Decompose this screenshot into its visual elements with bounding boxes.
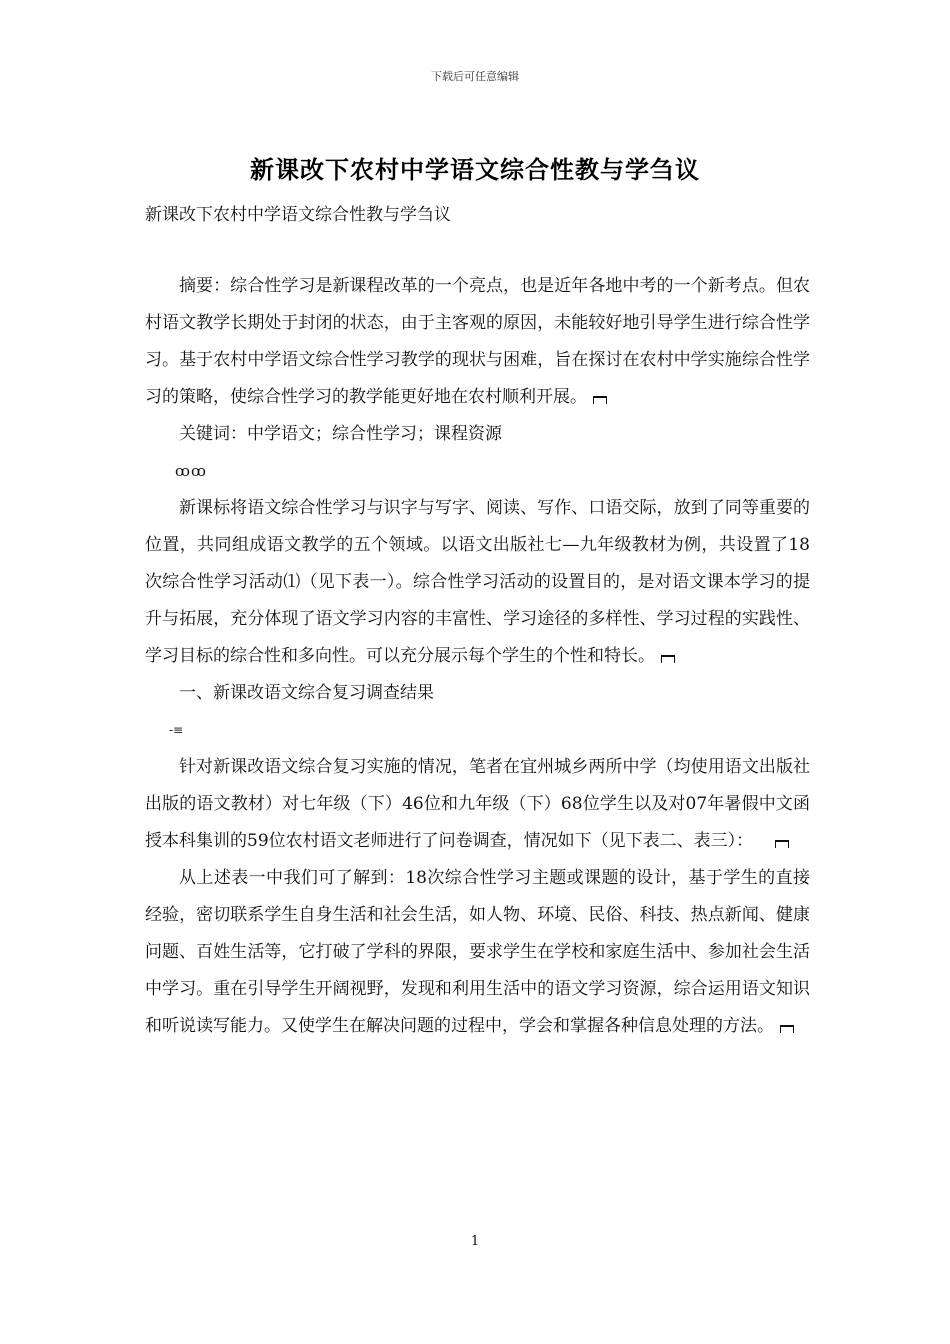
symbol-row: ꝏꝏ [175, 462, 207, 480]
page-header: 下载后可任意编辑 [431, 70, 519, 83]
body-paragraph-1 [145, 490, 810, 675]
keywords-paragraph: 关键词：中学语文；综合性学习；课程资源 [179, 424, 502, 444]
paragraph-mark-icon [661, 653, 675, 663]
document-subtitle: 新课改下农村中学语文综合性教与学刍议 [145, 205, 451, 225]
small-symbol-row: -≡ [169, 723, 184, 737]
abstract-text: 摘要：综合性学习是新课程改革的一个亮点，也是近年各地中考的一个新考点。但农村语文教学长期处于封闭的状态，由于主客观的原因，未能较好地引导学生进行综合性学习。基于农村中学语文综合性学习教学的现状与困难，旨在探讨在农村中学实施综合性学习的策略，使综合性学习的教学能更好地在农村顺利开展。 [145, 276, 810, 407]
body-paragraph-1-text: 新课标将语文综合性学习与识字与写字、阅读、写作、口语交际，放到了同等重要的位置，共同组成语文教学的五个领域。以语文出版社七—九年级教材为例，共设置了18次综合性学习活动⑴（见下表一）。综合性学习活动的设置目的，是对语文课本学习的提升与拓展，充分体现了语文学习内容的丰富性、学习途径的多样性、学习过程的实践性、学习目标的综合性和多向性。可以充分展示每个学生的个性和特长。 [145, 498, 810, 666]
abstract-paragraph [145, 268, 810, 416]
body-paragraph-3 [145, 860, 810, 1045]
body-paragraph-2-text: 针对新课改语文综合复习实施的情况，笔者在宜州城乡两所中学（均使用语文出版社出版的语文教材）对七年级（下）46位和九年级（下）68位学生以及对07年暑假中文函授本科集训的59位农村语文老师进行了问卷调查，情况如下（见下表二、表三）： [145, 757, 810, 851]
paragraph-mark-icon [775, 838, 789, 848]
body-paragraph-3-text: 从上述表一中我们可了解到：18次综合性学习主题或课题的设计，基于学生的直接经验，密切联系学生自身生活和社会生活，如人物、环境、民俗、科技、热点新闻、健康问题、百姓生活等，它打破了学科的界限，要求学生在学校和家庭生活中、参加社会生活中学习。重在引导学生开阔视野，发现和利用生活中的语文学习资源，综合运用语文知识和听说读写能力。又使学生在解决问题的过程中，学会和掌握各种信息处理的方法。 [145, 868, 810, 1036]
paragraph-mark-icon [593, 394, 607, 404]
document-body [145, 268, 810, 1045]
document-title: 新课改下农村中学语文综合性教与学刍议 [250, 155, 700, 184]
paragraph-mark-icon [780, 1023, 794, 1033]
section-heading-1: 一、新课改语文综合复习调查结果 [179, 683, 434, 703]
body-paragraph-2 [145, 749, 810, 860]
page-number: 1 [470, 1234, 480, 1249]
